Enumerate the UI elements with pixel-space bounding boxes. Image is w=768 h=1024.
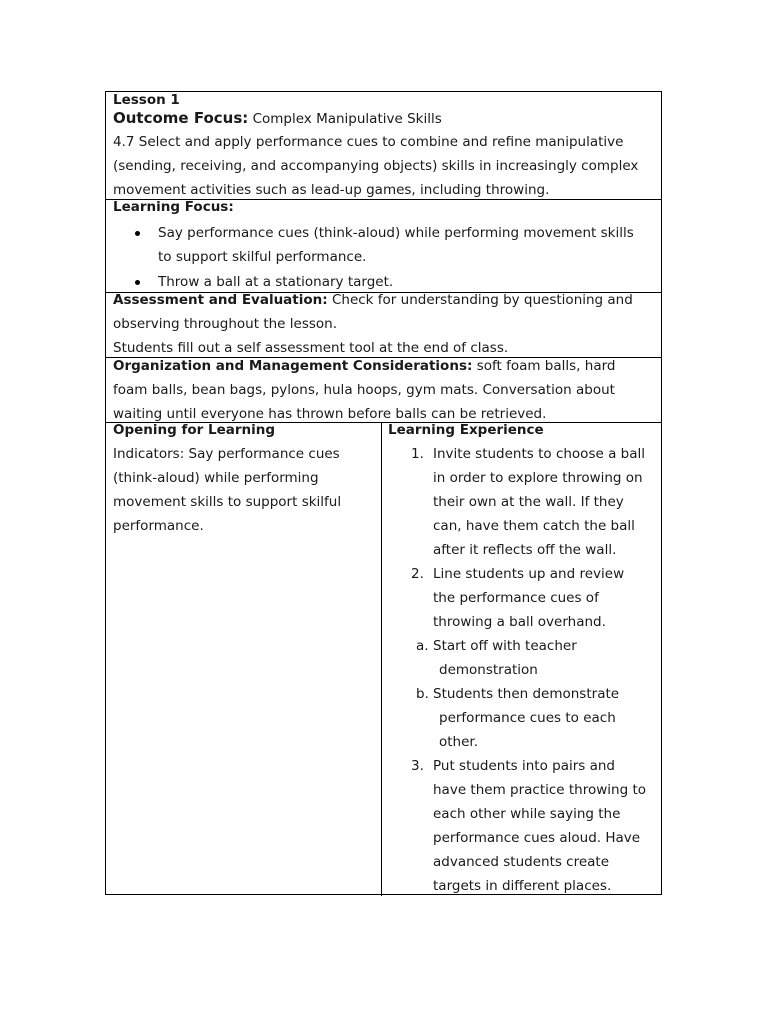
list-item-line: Students then demonstrate [433, 686, 620, 702]
bullet-icon [135, 231, 140, 236]
list-item-line: can, have them catch the ball [433, 518, 635, 534]
list-item-line: performance cues to each [439, 710, 616, 726]
column-divider [381, 423, 382, 896]
outcome-section [106, 92, 661, 199]
assessment-section [106, 292, 661, 357]
outcome-text-line: 4.7 Select and apply performance cues to combine and refine manipulative [113, 134, 624, 150]
learning-focus-section [106, 199, 661, 292]
learning-focus-item: Say performance cues (think-aloud) while performing movement skills [158, 225, 634, 241]
list-item-line: advanced students create [433, 854, 610, 870]
organization-line: foam balls, bean bags, pylons, hula hoops, gym mats. Conversation about [113, 382, 615, 398]
list-item-line: Line students up and review [433, 566, 625, 582]
list-marker: b. [416, 686, 429, 702]
list-item-line: performance cues aloud. Have [433, 830, 641, 846]
list-marker: 3. [411, 758, 424, 774]
assessment-heading [113, 292, 633, 312]
list-item-line: each other while saying the [433, 806, 621, 822]
opening-line: movement skills to support skilful [113, 494, 342, 510]
list-marker: 1. [411, 446, 424, 462]
assessment-line: observing throughout the lesson. [113, 316, 337, 332]
assessment-inline: Check for understanding by questioning and [331, 292, 633, 308]
outcome-heading [113, 106, 442, 131]
list-item-line: targets in different places. [433, 878, 612, 894]
list-item-line: their own at the wall. If they [433, 494, 624, 510]
list-item-line: Start off with teacher [433, 638, 577, 654]
opening-label: Opening for Learning [113, 422, 276, 438]
assessment-line: Students fill out a self assessment tool at the end of class. [113, 340, 509, 356]
list-marker: 2. [411, 566, 424, 582]
lesson-plan-table [105, 91, 662, 895]
list-item-line: have them practice throwing to [433, 782, 647, 798]
outcome-value: Complex Manipulative Skills [252, 111, 442, 127]
organization-line: waiting until everyone has thrown before balls can be retrieved. [113, 406, 547, 422]
learning-focus-item: to support skilful performance. [158, 249, 367, 265]
organization-label: Organization and Management Considerations: [113, 358, 473, 374]
list-item-line: other. [439, 734, 479, 750]
list-item-line: Put students into pairs and [433, 758, 615, 774]
opening-line: performance. [113, 518, 204, 534]
experience-label: Learning Experience [388, 422, 544, 438]
organization-heading [113, 357, 615, 378]
opening-line: (think-aloud) while performing [113, 470, 319, 486]
bullet-icon [135, 280, 140, 285]
list-item-line: the performance cues of [433, 590, 599, 606]
two-column-section [106, 422, 661, 896]
lesson-title: Lesson 1 [113, 92, 180, 108]
learning-focus-label: Learning Focus: [113, 199, 234, 215]
organization-inline: soft foam balls, hard [476, 358, 616, 374]
outcome-text-line: (sending, receiving, and accompanying objects) skills in increasingly complex [113, 158, 639, 174]
list-item-line: demonstration [439, 662, 538, 678]
learning-focus-item: Throw a ball at a stationary target. [158, 274, 394, 290]
list-item-line: after it reflects off the wall. [433, 542, 617, 558]
list-item-line: in order to explore throwing on [433, 470, 643, 486]
assessment-label: Assessment and Evaluation: [113, 292, 328, 308]
organization-section [106, 357, 661, 422]
outcome-text-line: movement activities such as lead-up games, including throwing. [113, 182, 550, 198]
list-marker: a. [416, 638, 429, 654]
list-item-line: Invite students to choose a ball [433, 446, 645, 462]
opening-line: Indicators: Say performance cues [113, 446, 340, 462]
outcome-label: Outcome Focus: [113, 109, 249, 127]
list-item-line: throwing a ball overhand. [433, 614, 606, 630]
